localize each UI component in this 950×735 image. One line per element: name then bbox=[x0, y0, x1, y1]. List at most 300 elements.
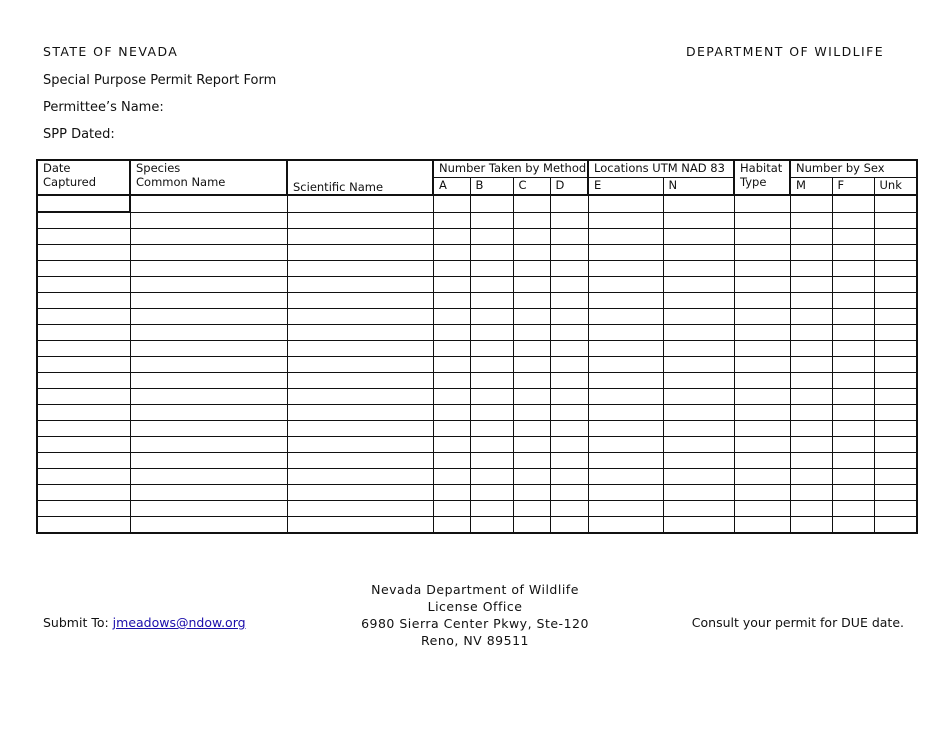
entry-cell[interactable] bbox=[287, 501, 433, 517]
entry-cell[interactable] bbox=[433, 325, 470, 341]
entry-cell[interactable] bbox=[470, 309, 513, 325]
entry-cell[interactable] bbox=[550, 277, 588, 293]
entry-cell[interactable] bbox=[874, 309, 917, 325]
table-row bbox=[37, 501, 917, 517]
entry-cell[interactable] bbox=[433, 277, 470, 293]
entry-cell[interactable] bbox=[832, 469, 874, 485]
entry-cell[interactable] bbox=[470, 341, 513, 357]
entry-cell[interactable] bbox=[470, 357, 513, 373]
entry-cell[interactable] bbox=[130, 485, 287, 501]
entry-cell[interactable] bbox=[130, 212, 287, 229]
habitat-line1: Habitat bbox=[740, 161, 783, 175]
entry-cell[interactable] bbox=[550, 229, 588, 245]
entry-cell[interactable] bbox=[37, 341, 130, 357]
entry-cell[interactable] bbox=[470, 485, 513, 501]
entry-cell[interactable] bbox=[588, 309, 663, 325]
entry-cell[interactable] bbox=[130, 517, 287, 534]
entry-cell[interactable] bbox=[588, 357, 663, 373]
entry-cell[interactable] bbox=[588, 229, 663, 245]
entry-cell[interactable] bbox=[790, 277, 832, 293]
entry-cell[interactable] bbox=[588, 325, 663, 341]
entry-cell[interactable] bbox=[130, 421, 287, 437]
entry-cell[interactable] bbox=[433, 501, 470, 517]
table-row bbox=[37, 261, 917, 277]
entry-cell[interactable] bbox=[663, 437, 734, 453]
entry-cell[interactable] bbox=[287, 195, 433, 212]
entry-cell[interactable] bbox=[790, 517, 832, 534]
state-heading: STATE OF NEVADA bbox=[43, 44, 179, 59]
entry-cell[interactable] bbox=[588, 261, 663, 277]
entry-cell[interactable] bbox=[663, 469, 734, 485]
entry-cell[interactable] bbox=[734, 517, 790, 534]
entry-cell[interactable] bbox=[433, 421, 470, 437]
entry-cell[interactable] bbox=[663, 261, 734, 277]
entry-cell[interactable] bbox=[287, 405, 433, 421]
entry-cell[interactable] bbox=[433, 357, 470, 373]
entry-cell[interactable] bbox=[287, 421, 433, 437]
table-row bbox=[37, 212, 917, 229]
entry-cell[interactable] bbox=[734, 357, 790, 373]
entry-cell[interactable] bbox=[470, 469, 513, 485]
entry-cell[interactable] bbox=[513, 309, 550, 325]
entry-cell[interactable] bbox=[790, 501, 832, 517]
entry-cell[interactable] bbox=[130, 277, 287, 293]
entry-cell[interactable] bbox=[874, 325, 917, 341]
entry-cell[interactable] bbox=[874, 341, 917, 357]
entry-cell[interactable] bbox=[513, 357, 550, 373]
entry-cell[interactable] bbox=[433, 453, 470, 469]
entry-cell[interactable] bbox=[433, 405, 470, 421]
col-method-c: C bbox=[513, 178, 550, 196]
entry-cell[interactable] bbox=[513, 485, 550, 501]
entry-cell[interactable] bbox=[287, 261, 433, 277]
entry-cell[interactable] bbox=[513, 325, 550, 341]
entry-cell[interactable] bbox=[874, 485, 917, 501]
entry-cell[interactable] bbox=[790, 357, 832, 373]
table-row bbox=[37, 341, 917, 357]
entry-cell[interactable] bbox=[832, 245, 874, 261]
submit-email-link[interactable]: jmeadows@ndow.org bbox=[112, 615, 246, 630]
entry-cell[interactable] bbox=[470, 453, 513, 469]
entry-cell[interactable] bbox=[287, 245, 433, 261]
entry-cell[interactable] bbox=[550, 389, 588, 405]
entry-cell[interactable] bbox=[130, 293, 287, 309]
entry-cell[interactable] bbox=[37, 501, 130, 517]
entry-cell[interactable] bbox=[287, 341, 433, 357]
entry-cell[interactable] bbox=[874, 293, 917, 309]
entry-cell[interactable] bbox=[588, 293, 663, 309]
entry-cell[interactable] bbox=[790, 325, 832, 341]
entry-cell[interactable] bbox=[513, 421, 550, 437]
entry-cell[interactable] bbox=[37, 389, 130, 405]
entry-cell[interactable] bbox=[433, 485, 470, 501]
entry-cell[interactable] bbox=[130, 373, 287, 389]
entry-cell[interactable] bbox=[663, 357, 734, 373]
entry-cell[interactable] bbox=[37, 373, 130, 389]
entry-cell[interactable] bbox=[470, 325, 513, 341]
entry-cell[interactable] bbox=[832, 195, 874, 212]
entry-cell[interactable] bbox=[790, 389, 832, 405]
entry-cell[interactable] bbox=[874, 501, 917, 517]
entry-cell[interactable] bbox=[663, 373, 734, 389]
entry-cell[interactable] bbox=[874, 373, 917, 389]
entry-cell[interactable] bbox=[470, 437, 513, 453]
entry-cell[interactable] bbox=[874, 437, 917, 453]
entry-cell[interactable] bbox=[130, 245, 287, 261]
entry-cell[interactable] bbox=[832, 517, 874, 534]
entry-cell[interactable] bbox=[663, 485, 734, 501]
entry-cell[interactable] bbox=[470, 293, 513, 309]
entry-cell[interactable] bbox=[734, 405, 790, 421]
entry-cell[interactable] bbox=[663, 309, 734, 325]
entry-cell[interactable] bbox=[433, 195, 470, 212]
entry-cell[interactable] bbox=[832, 389, 874, 405]
entry-cell[interactable] bbox=[588, 245, 663, 261]
entry-cell[interactable] bbox=[663, 293, 734, 309]
entry-cell[interactable] bbox=[287, 517, 433, 534]
entry-cell[interactable] bbox=[513, 341, 550, 357]
entry-cell[interactable] bbox=[790, 341, 832, 357]
entry-cell[interactable] bbox=[734, 212, 790, 229]
entry-cell[interactable] bbox=[663, 325, 734, 341]
table-row bbox=[37, 437, 917, 453]
entry-cell[interactable] bbox=[470, 277, 513, 293]
entry-cell[interactable] bbox=[832, 421, 874, 437]
entry-cell[interactable] bbox=[832, 485, 874, 501]
entry-cell[interactable] bbox=[130, 501, 287, 517]
entry-cell[interactable] bbox=[588, 212, 663, 229]
entry-cell[interactable] bbox=[874, 195, 917, 212]
entry-cell[interactable] bbox=[588, 405, 663, 421]
entry-cell[interactable] bbox=[790, 373, 832, 389]
entry-cell[interactable] bbox=[663, 421, 734, 437]
entry-cell[interactable] bbox=[287, 277, 433, 293]
entry-cell[interactable] bbox=[550, 437, 588, 453]
entry-cell[interactable] bbox=[790, 469, 832, 485]
entry-cell[interactable] bbox=[550, 421, 588, 437]
entry-cell[interactable] bbox=[588, 453, 663, 469]
entry-cell[interactable] bbox=[663, 195, 734, 212]
entry-cell[interactable] bbox=[37, 277, 130, 293]
office-line: Reno, NV 89511 bbox=[421, 633, 529, 648]
entry-cell[interactable] bbox=[37, 309, 130, 325]
entry-cell[interactable] bbox=[734, 341, 790, 357]
entry-cell[interactable] bbox=[37, 453, 130, 469]
entry-cell[interactable] bbox=[874, 212, 917, 229]
entry-cell[interactable] bbox=[734, 277, 790, 293]
entry-cell[interactable] bbox=[790, 195, 832, 212]
entry-cell[interactable] bbox=[550, 453, 588, 469]
entry-cell[interactable] bbox=[37, 261, 130, 277]
entry-cell[interactable] bbox=[734, 469, 790, 485]
entry-cell[interactable] bbox=[550, 261, 588, 277]
entry-cell[interactable] bbox=[832, 373, 874, 389]
col-location-e: E bbox=[588, 178, 663, 196]
entry-cell[interactable] bbox=[513, 405, 550, 421]
entry-cell[interactable] bbox=[832, 277, 874, 293]
entry-cell[interactable] bbox=[550, 309, 588, 325]
entry-cell[interactable] bbox=[287, 229, 433, 245]
col-sex-m: M bbox=[790, 178, 832, 196]
entry-cell[interactable] bbox=[588, 373, 663, 389]
entry-cell[interactable] bbox=[433, 261, 470, 277]
entry-cell[interactable] bbox=[663, 229, 734, 245]
entry-cell[interactable] bbox=[663, 501, 734, 517]
entry-cell[interactable] bbox=[513, 453, 550, 469]
entry-cell[interactable] bbox=[832, 501, 874, 517]
entry-cell[interactable] bbox=[790, 485, 832, 501]
entry-cell[interactable] bbox=[588, 421, 663, 437]
entry-cell[interactable] bbox=[37, 437, 130, 453]
entry-cell[interactable] bbox=[790, 293, 832, 309]
entry-cell[interactable] bbox=[37, 421, 130, 437]
entry-cell[interactable] bbox=[734, 293, 790, 309]
entry-cell[interactable] bbox=[513, 293, 550, 309]
entry-cell[interactable] bbox=[470, 405, 513, 421]
entry-cell[interactable] bbox=[37, 517, 130, 534]
col-method-d: D bbox=[550, 178, 588, 196]
entry-cell[interactable] bbox=[287, 325, 433, 341]
entry-cell[interactable] bbox=[550, 405, 588, 421]
entry-cell[interactable] bbox=[663, 405, 734, 421]
entry-cell[interactable] bbox=[513, 517, 550, 534]
entry-cell[interactable] bbox=[37, 229, 130, 245]
entry-cell[interactable] bbox=[470, 212, 513, 229]
entry-cell[interactable] bbox=[433, 229, 470, 245]
table-row bbox=[37, 389, 917, 405]
entry-cell[interactable] bbox=[130, 389, 287, 405]
entry-cell[interactable] bbox=[130, 195, 287, 212]
entry-cell[interactable] bbox=[874, 517, 917, 534]
entry-cell[interactable] bbox=[663, 389, 734, 405]
entry-cell[interactable] bbox=[433, 293, 470, 309]
entry-cell[interactable] bbox=[832, 341, 874, 357]
entry-cell[interactable] bbox=[37, 469, 130, 485]
entry-cell[interactable] bbox=[550, 212, 588, 229]
entry-cell[interactable] bbox=[37, 245, 130, 261]
entry-cell[interactable] bbox=[734, 373, 790, 389]
entry-cell[interactable] bbox=[513, 277, 550, 293]
entry-cell[interactable] bbox=[734, 325, 790, 341]
entry-cell[interactable] bbox=[513, 469, 550, 485]
entry-cell[interactable] bbox=[287, 485, 433, 501]
entry-cell[interactable] bbox=[663, 453, 734, 469]
entry-cell[interactable] bbox=[287, 453, 433, 469]
entry-cell[interactable] bbox=[287, 212, 433, 229]
entry-cell[interactable] bbox=[550, 195, 588, 212]
entry-cell[interactable] bbox=[513, 212, 550, 229]
entry-cell[interactable] bbox=[470, 373, 513, 389]
entry-cell[interactable] bbox=[130, 469, 287, 485]
entry-cell[interactable] bbox=[37, 325, 130, 341]
entry-cell[interactable] bbox=[513, 261, 550, 277]
entry-cell[interactable] bbox=[470, 517, 513, 534]
entry-cell[interactable] bbox=[513, 245, 550, 261]
table-row bbox=[37, 229, 917, 245]
entry-cell[interactable] bbox=[832, 357, 874, 373]
entry-cell[interactable] bbox=[513, 373, 550, 389]
entry-cell[interactable] bbox=[433, 389, 470, 405]
entry-cell[interactable] bbox=[790, 437, 832, 453]
entry-cell[interactable] bbox=[433, 517, 470, 534]
col-method-b: B bbox=[470, 178, 513, 196]
col-sex-unk: Unk bbox=[874, 178, 917, 196]
entry-cell[interactable] bbox=[734, 195, 790, 212]
entry-cell[interactable] bbox=[734, 229, 790, 245]
entry-cell[interactable] bbox=[588, 501, 663, 517]
entry-cell[interactable] bbox=[874, 421, 917, 437]
entry-cell[interactable] bbox=[588, 485, 663, 501]
entry-cell[interactable] bbox=[513, 389, 550, 405]
entry-cell[interactable] bbox=[874, 453, 917, 469]
entry-cell[interactable] bbox=[734, 453, 790, 469]
entry-cell[interactable] bbox=[433, 341, 470, 357]
entry-cell[interactable] bbox=[874, 229, 917, 245]
entry-cell[interactable] bbox=[287, 437, 433, 453]
sex-group-header: Number by Sex bbox=[790, 160, 917, 178]
entry-cell[interactable] bbox=[470, 195, 513, 212]
entry-cell[interactable] bbox=[790, 405, 832, 421]
entry-cell[interactable] bbox=[790, 245, 832, 261]
entry-cell[interactable] bbox=[513, 437, 550, 453]
entry-cell[interactable] bbox=[790, 229, 832, 245]
entry-cell[interactable] bbox=[832, 453, 874, 469]
entry-cell[interactable] bbox=[832, 293, 874, 309]
entry-cell[interactable] bbox=[550, 501, 588, 517]
entry-cell[interactable] bbox=[37, 485, 130, 501]
entry-cell[interactable] bbox=[550, 357, 588, 373]
entry-cell[interactable] bbox=[433, 373, 470, 389]
entry-cell[interactable] bbox=[874, 469, 917, 485]
entry-cell[interactable] bbox=[874, 389, 917, 405]
entry-cell[interactable] bbox=[790, 212, 832, 229]
office-line: 6980 Sierra Center Pkwy, Ste-120 bbox=[361, 616, 589, 631]
entry-cell[interactable] bbox=[663, 212, 734, 229]
entry-cell[interactable] bbox=[513, 501, 550, 517]
entry-cell[interactable] bbox=[287, 293, 433, 309]
entry-cell[interactable] bbox=[287, 389, 433, 405]
entry-cell[interactable] bbox=[130, 453, 287, 469]
entry-cell[interactable] bbox=[287, 373, 433, 389]
entry-cell[interactable] bbox=[588, 341, 663, 357]
entry-cell[interactable] bbox=[550, 485, 588, 501]
entry-cell[interactable] bbox=[588, 437, 663, 453]
entry-cell[interactable] bbox=[130, 309, 287, 325]
table-row bbox=[37, 195, 917, 212]
entry-cell[interactable] bbox=[734, 245, 790, 261]
entry-cell[interactable] bbox=[130, 341, 287, 357]
entry-cell[interactable] bbox=[287, 309, 433, 325]
entry-cell[interactable] bbox=[663, 517, 734, 534]
entry-cell[interactable] bbox=[874, 261, 917, 277]
entry-cell[interactable] bbox=[832, 437, 874, 453]
entry-cell[interactable] bbox=[832, 261, 874, 277]
entry-cell[interactable] bbox=[470, 261, 513, 277]
entry-cell[interactable] bbox=[790, 453, 832, 469]
entry-cell[interactable] bbox=[874, 245, 917, 261]
entry-cell[interactable] bbox=[130, 357, 287, 373]
entry-cell[interactable] bbox=[130, 325, 287, 341]
entry-cell[interactable] bbox=[550, 373, 588, 389]
entry-cell[interactable] bbox=[588, 195, 663, 212]
entry-cell[interactable] bbox=[663, 341, 734, 357]
entry-cell[interactable] bbox=[287, 357, 433, 373]
entry-cell[interactable] bbox=[470, 229, 513, 245]
entry-cell[interactable] bbox=[588, 277, 663, 293]
entry-cell[interactable] bbox=[550, 245, 588, 261]
entry-cell[interactable] bbox=[874, 277, 917, 293]
entry-cell[interactable] bbox=[130, 229, 287, 245]
entry-cell[interactable] bbox=[550, 341, 588, 357]
entry-cell[interactable] bbox=[130, 437, 287, 453]
entry-cell[interactable] bbox=[550, 469, 588, 485]
entry-cell[interactable] bbox=[663, 277, 734, 293]
entry-cell[interactable] bbox=[550, 293, 588, 309]
entry-cell[interactable] bbox=[734, 421, 790, 437]
entry-cell[interactable] bbox=[832, 325, 874, 341]
entry-cell[interactable] bbox=[513, 195, 550, 212]
table-row bbox=[37, 293, 917, 309]
submit-to-label: Submit To: bbox=[43, 615, 109, 630]
entry-cell[interactable] bbox=[37, 195, 130, 212]
entry-cell[interactable] bbox=[790, 261, 832, 277]
entry-cell[interactable] bbox=[832, 309, 874, 325]
office-line: Nevada Department of Wildlife bbox=[371, 582, 579, 597]
col-habitat-type bbox=[734, 160, 790, 195]
entry-cell[interactable] bbox=[550, 325, 588, 341]
entry-cell[interactable] bbox=[790, 309, 832, 325]
entry-cell[interactable] bbox=[588, 469, 663, 485]
entry-cell[interactable] bbox=[734, 501, 790, 517]
entry-cell[interactable] bbox=[130, 405, 287, 421]
entry-cell[interactable] bbox=[433, 309, 470, 325]
entry-cell[interactable] bbox=[433, 245, 470, 261]
entry-cell[interactable] bbox=[874, 357, 917, 373]
entry-cell[interactable] bbox=[588, 517, 663, 534]
entry-cell[interactable] bbox=[734, 485, 790, 501]
entry-cell[interactable] bbox=[734, 261, 790, 277]
entry-cell[interactable] bbox=[832, 212, 874, 229]
entry-cell[interactable] bbox=[433, 212, 470, 229]
method-group-header: Number Taken by Method bbox=[433, 160, 588, 178]
entry-cell[interactable] bbox=[37, 212, 130, 229]
entry-cell[interactable] bbox=[588, 389, 663, 405]
entry-cell[interactable] bbox=[874, 405, 917, 421]
entry-cell[interactable] bbox=[433, 469, 470, 485]
entry-cell[interactable] bbox=[832, 229, 874, 245]
entry-cell[interactable] bbox=[433, 437, 470, 453]
entry-cell[interactable] bbox=[470, 245, 513, 261]
entry-cell[interactable] bbox=[550, 517, 588, 534]
entry-cell[interactable] bbox=[470, 421, 513, 437]
entry-cell[interactable] bbox=[734, 309, 790, 325]
entry-cell[interactable] bbox=[37, 405, 130, 421]
entry-cell[interactable] bbox=[832, 405, 874, 421]
entry-cell[interactable] bbox=[790, 421, 832, 437]
entry-cell[interactable] bbox=[470, 389, 513, 405]
entry-cell[interactable] bbox=[513, 229, 550, 245]
entry-cell[interactable] bbox=[734, 389, 790, 405]
entry-cell[interactable] bbox=[37, 293, 130, 309]
habitat-line2: Type bbox=[740, 175, 767, 189]
entry-cell[interactable] bbox=[734, 437, 790, 453]
entry-cell[interactable] bbox=[470, 501, 513, 517]
entry-cell[interactable] bbox=[130, 261, 287, 277]
entry-cell[interactable] bbox=[287, 469, 433, 485]
entry-cell[interactable] bbox=[663, 245, 734, 261]
entry-cell[interactable] bbox=[37, 357, 130, 373]
form-title: Special Purpose Permit Report Form bbox=[43, 73, 277, 88]
